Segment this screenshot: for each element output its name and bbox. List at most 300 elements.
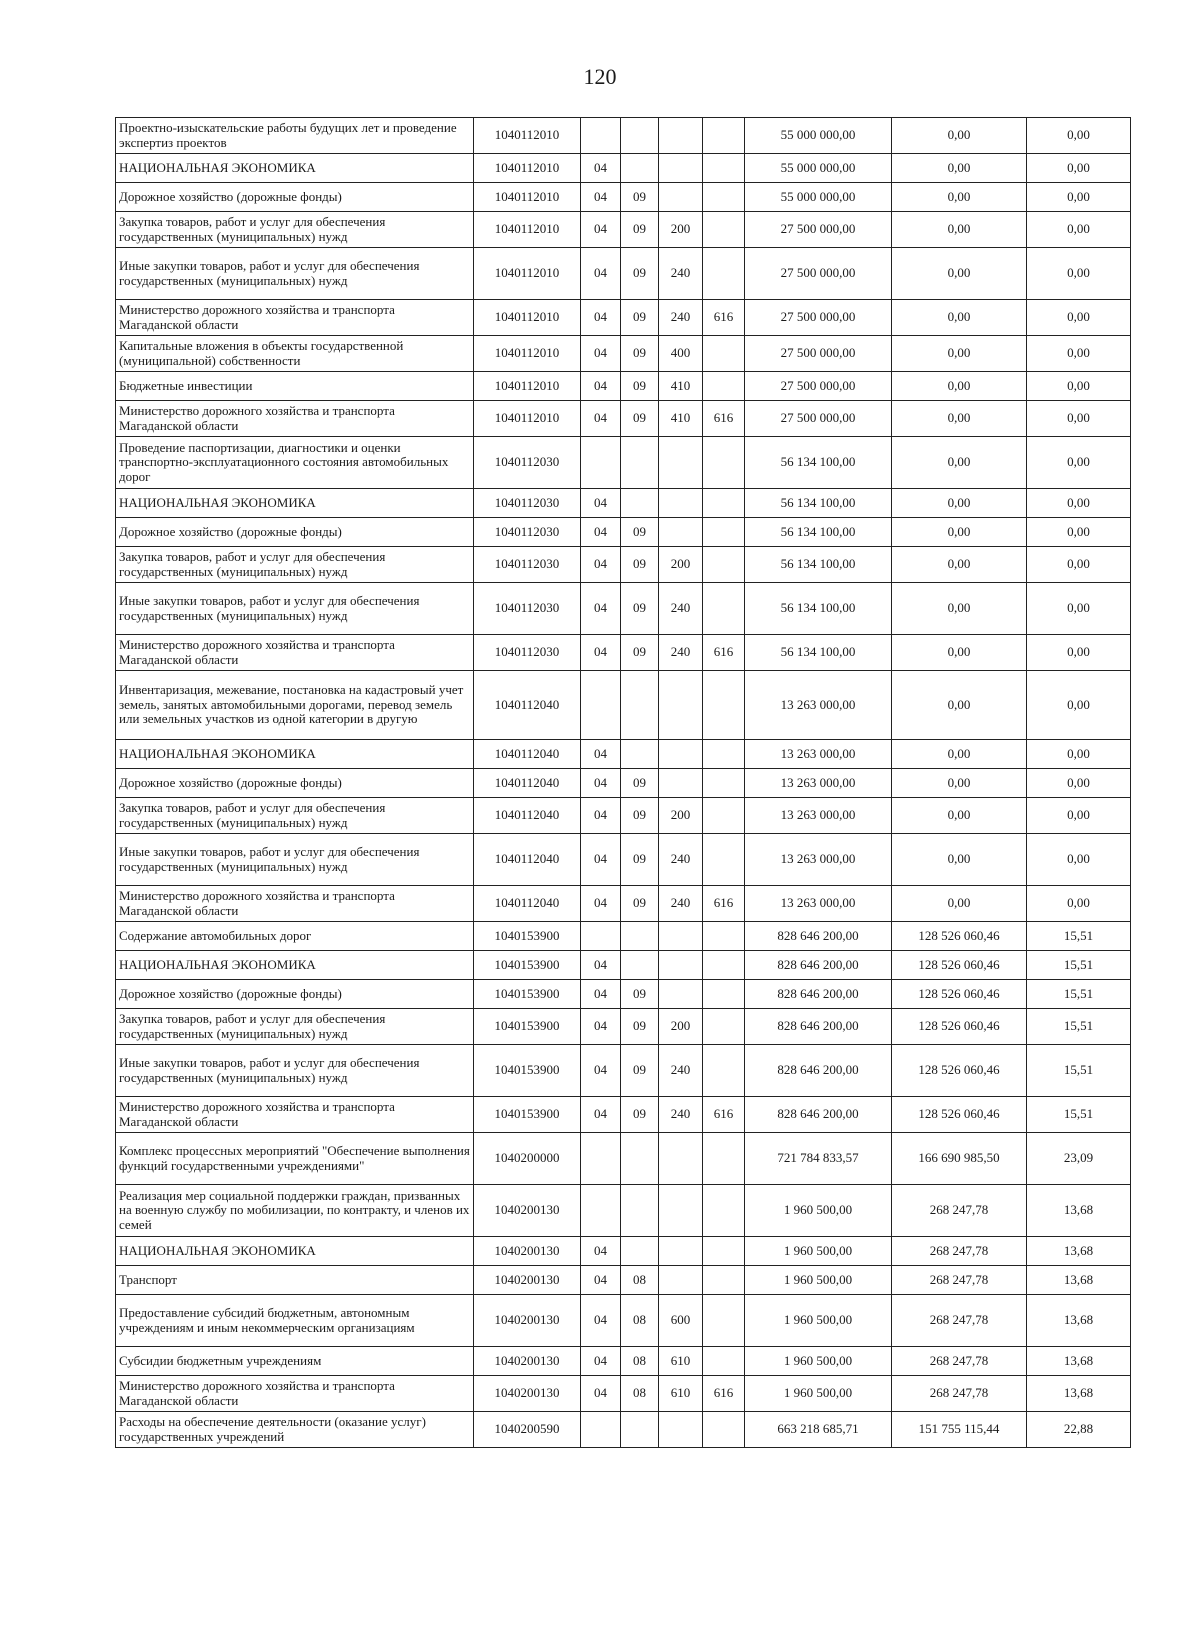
table-row [116, 1266, 1131, 1295]
cell-expense-type: 610 [659, 1376, 703, 1412]
cell-expense-type [659, 154, 703, 183]
table-row [116, 834, 1131, 886]
table-row [116, 212, 1131, 248]
cell-section [581, 922, 621, 951]
cell-name: НАЦИОНАЛЬНАЯ ЭКОНОМИКА [116, 740, 474, 769]
cell-target-code: 1040112010 [474, 336, 581, 372]
cell-expense-type [659, 118, 703, 154]
cell-executed-amount: 128 526 060,46 [892, 1097, 1027, 1133]
cell-plan-amount: 1 960 500,00 [745, 1237, 892, 1266]
cell-executed-amount: 0,00 [892, 886, 1027, 922]
cell-department [703, 1412, 745, 1448]
table-row [116, 154, 1131, 183]
cell-subsection [621, 1237, 659, 1266]
cell-department [703, 922, 745, 951]
cell-executed-amount: 0,00 [892, 183, 1027, 212]
cell-subsection: 09 [621, 886, 659, 922]
cell-percent: 15,51 [1027, 951, 1131, 980]
cell-target-code: 1040112010 [474, 154, 581, 183]
cell-name: Закупка товаров, работ и услуг для обеспечения государственных (муниципальных) нужд [116, 212, 474, 248]
cell-subsection: 08 [621, 1347, 659, 1376]
cell-section: 04 [581, 635, 621, 671]
table-row [116, 980, 1131, 1009]
cell-department [703, 798, 745, 834]
cell-subsection [621, 1133, 659, 1185]
cell-expense-type: 200 [659, 798, 703, 834]
cell-plan-amount: 56 134 100,00 [745, 437, 892, 489]
cell-plan-amount: 721 784 833,57 [745, 1133, 892, 1185]
cell-department: 616 [703, 635, 745, 671]
cell-department [703, 980, 745, 1009]
cell-target-code: 1040200130 [474, 1237, 581, 1266]
cell-subsection [621, 671, 659, 740]
cell-plan-amount: 27 500 000,00 [745, 300, 892, 336]
cell-department [703, 118, 745, 154]
table-row [116, 886, 1131, 922]
cell-executed-amount: 0,00 [892, 118, 1027, 154]
cell-department [703, 248, 745, 300]
table-row [116, 1133, 1131, 1185]
cell-name: Содержание автомобильных дорог [116, 922, 474, 951]
cell-expense-type [659, 922, 703, 951]
table-row [116, 248, 1131, 300]
cell-expense-type [659, 1237, 703, 1266]
cell-department: 616 [703, 1097, 745, 1133]
cell-name: Иные закупки товаров, работ и услуг для обеспечения государственных (муниципальных) нужд [116, 248, 474, 300]
cell-name: Закупка товаров, работ и услуг для обеспечения государственных (муниципальных) нужд [116, 798, 474, 834]
cell-executed-amount: 0,00 [892, 769, 1027, 798]
cell-target-code: 1040112040 [474, 834, 581, 886]
cell-executed-amount: 0,00 [892, 489, 1027, 518]
cell-section: 04 [581, 769, 621, 798]
cell-plan-amount: 13 263 000,00 [745, 740, 892, 769]
cell-plan-amount: 828 646 200,00 [745, 1045, 892, 1097]
cell-department [703, 740, 745, 769]
cell-name: Министерство дорожного хозяйства и транспорта Магаданской области [116, 635, 474, 671]
cell-percent: 13,68 [1027, 1376, 1131, 1412]
cell-subsection: 09 [621, 248, 659, 300]
cell-percent: 0,00 [1027, 769, 1131, 798]
cell-department [703, 1266, 745, 1295]
cell-executed-amount: 268 247,78 [892, 1376, 1027, 1412]
cell-section: 04 [581, 740, 621, 769]
cell-name: Проведение паспортизации, диагностики и оценки транспортно-эксплуатационного состояния автомобильных дорог [116, 437, 474, 489]
cell-department [703, 1045, 745, 1097]
cell-expense-type: 410 [659, 372, 703, 401]
cell-expense-type [659, 671, 703, 740]
cell-subsection: 08 [621, 1376, 659, 1412]
table-row [116, 1045, 1131, 1097]
cell-percent: 13,68 [1027, 1266, 1131, 1295]
cell-name: Проектно-изыскательские работы будущих лет и проведение экспертиз проектов [116, 118, 474, 154]
cell-target-code: 1040200130 [474, 1295, 581, 1347]
cell-executed-amount: 0,00 [892, 336, 1027, 372]
cell-name: Инвентаризация, межевание, постановка на кадастровый учет земель, занятых автомобильными дорогами, перевод земель или земельных участков из одной категории в другую [116, 671, 474, 740]
cell-expense-type: 240 [659, 248, 703, 300]
cell-expense-type: 240 [659, 1045, 703, 1097]
cell-name: Предоставление субсидий бюджетным, автономным учреждениям и иным некоммерческим организациям [116, 1295, 474, 1347]
cell-department [703, 951, 745, 980]
cell-name: Транспорт [116, 1266, 474, 1295]
cell-section: 04 [581, 1009, 621, 1045]
cell-name: Дорожное хозяйство (дорожные фонды) [116, 769, 474, 798]
cell-name: Дорожное хозяйство (дорожные фонды) [116, 980, 474, 1009]
cell-executed-amount: 128 526 060,46 [892, 922, 1027, 951]
cell-expense-type [659, 740, 703, 769]
cell-plan-amount: 663 218 685,71 [745, 1412, 892, 1448]
cell-section: 04 [581, 980, 621, 1009]
page-number: 120 [583, 64, 617, 89]
cell-plan-amount: 56 134 100,00 [745, 489, 892, 518]
cell-executed-amount: 128 526 060,46 [892, 1009, 1027, 1045]
cell-plan-amount: 56 134 100,00 [745, 518, 892, 547]
cell-executed-amount: 0,00 [892, 671, 1027, 740]
cell-plan-amount: 1 960 500,00 [745, 1376, 892, 1412]
cell-expense-type: 400 [659, 336, 703, 372]
cell-plan-amount: 56 134 100,00 [745, 547, 892, 583]
cell-percent: 22,88 [1027, 1412, 1131, 1448]
cell-subsection [621, 437, 659, 489]
cell-department [703, 834, 745, 886]
cell-target-code: 1040112030 [474, 489, 581, 518]
cell-target-code: 1040112030 [474, 437, 581, 489]
table-row [116, 118, 1131, 154]
cell-name: Министерство дорожного хозяйства и транспорта Магаданской области [116, 401, 474, 437]
cell-department [703, 437, 745, 489]
cell-target-code: 1040200130 [474, 1376, 581, 1412]
cell-target-code: 1040112040 [474, 886, 581, 922]
cell-percent: 13,68 [1027, 1185, 1131, 1237]
cell-subsection: 09 [621, 212, 659, 248]
cell-plan-amount: 27 500 000,00 [745, 212, 892, 248]
cell-section: 04 [581, 248, 621, 300]
cell-executed-amount: 128 526 060,46 [892, 951, 1027, 980]
table-row [116, 769, 1131, 798]
cell-percent: 0,00 [1027, 401, 1131, 437]
cell-plan-amount: 13 263 000,00 [745, 798, 892, 834]
cell-section: 04 [581, 401, 621, 437]
cell-percent: 0,00 [1027, 547, 1131, 583]
table-row [116, 798, 1131, 834]
cell-subsection [621, 740, 659, 769]
cell-executed-amount: 0,00 [892, 740, 1027, 769]
cell-percent: 0,00 [1027, 248, 1131, 300]
cell-plan-amount: 27 500 000,00 [745, 401, 892, 437]
cell-subsection: 09 [621, 183, 659, 212]
cell-executed-amount: 0,00 [892, 834, 1027, 886]
cell-target-code: 1040112040 [474, 798, 581, 834]
cell-target-code: 1040112030 [474, 518, 581, 547]
cell-department [703, 154, 745, 183]
cell-expense-type: 240 [659, 583, 703, 635]
cell-subsection [621, 1185, 659, 1237]
cell-section: 04 [581, 583, 621, 635]
cell-name: Министерство дорожного хозяйства и транспорта Магаданской области [116, 300, 474, 336]
cell-department [703, 372, 745, 401]
cell-expense-type [659, 1133, 703, 1185]
cell-section: 04 [581, 489, 621, 518]
cell-expense-type: 240 [659, 834, 703, 886]
cell-name: Реализация мер социальной поддержки граждан, призванных на военную службу по мобилизации, по контракту, и членов их семей [116, 1185, 474, 1237]
cell-plan-amount: 13 263 000,00 [745, 886, 892, 922]
cell-percent: 0,00 [1027, 834, 1131, 886]
cell-name: НАЦИОНАЛЬНАЯ ЭКОНОМИКА [116, 1237, 474, 1266]
table-row [116, 740, 1131, 769]
cell-section: 04 [581, 1376, 621, 1412]
budget-table [115, 117, 1131, 1448]
cell-executed-amount: 0,00 [892, 798, 1027, 834]
cell-expense-type: 600 [659, 1295, 703, 1347]
table-row [116, 437, 1131, 489]
table-row [116, 372, 1131, 401]
cell-subsection: 09 [621, 372, 659, 401]
cell-percent: 0,00 [1027, 372, 1131, 401]
cell-plan-amount: 828 646 200,00 [745, 922, 892, 951]
cell-subsection: 09 [621, 1097, 659, 1133]
cell-department [703, 1295, 745, 1347]
cell-name: Комплекс процессных мероприятий "Обеспечение выполнения функций государственными учреждениями" [116, 1133, 474, 1185]
cell-section: 04 [581, 547, 621, 583]
cell-target-code: 1040112010 [474, 372, 581, 401]
cell-subsection: 09 [621, 635, 659, 671]
cell-department [703, 1237, 745, 1266]
table-row [116, 635, 1131, 671]
cell-name: НАЦИОНАЛЬНАЯ ЭКОНОМИКА [116, 489, 474, 518]
cell-subsection: 09 [621, 547, 659, 583]
cell-section: 04 [581, 1266, 621, 1295]
cell-plan-amount: 13 263 000,00 [745, 671, 892, 740]
cell-percent: 15,51 [1027, 1009, 1131, 1045]
cell-percent: 0,00 [1027, 798, 1131, 834]
cell-section: 04 [581, 1045, 621, 1097]
cell-target-code: 1040153900 [474, 922, 581, 951]
table-row [116, 518, 1131, 547]
cell-percent: 15,51 [1027, 922, 1131, 951]
cell-executed-amount: 268 247,78 [892, 1295, 1027, 1347]
cell-target-code: 1040153900 [474, 951, 581, 980]
cell-target-code: 1040112010 [474, 212, 581, 248]
cell-department [703, 1133, 745, 1185]
cell-executed-amount: 166 690 985,50 [892, 1133, 1027, 1185]
cell-target-code: 1040112040 [474, 740, 581, 769]
cell-section: 04 [581, 1347, 621, 1376]
cell-executed-amount: 0,00 [892, 547, 1027, 583]
cell-target-code: 1040112010 [474, 248, 581, 300]
cell-plan-amount: 1 960 500,00 [745, 1266, 892, 1295]
cell-expense-type: 240 [659, 886, 703, 922]
cell-section: 04 [581, 1295, 621, 1347]
cell-department [703, 671, 745, 740]
cell-name: Бюджетные инвестиции [116, 372, 474, 401]
cell-executed-amount: 151 755 115,44 [892, 1412, 1027, 1448]
table-row [116, 183, 1131, 212]
cell-executed-amount: 268 247,78 [892, 1237, 1027, 1266]
table-row [116, 922, 1131, 951]
cell-name: Капитальные вложения в объекты государственной (муниципальной) собственности [116, 336, 474, 372]
cell-percent: 0,00 [1027, 489, 1131, 518]
cell-expense-type [659, 769, 703, 798]
cell-subsection: 09 [621, 401, 659, 437]
cell-department [703, 518, 745, 547]
cell-executed-amount: 0,00 [892, 401, 1027, 437]
cell-name: Иные закупки товаров, работ и услуг для обеспечения государственных (муниципальных) нужд [116, 583, 474, 635]
cell-subsection: 09 [621, 336, 659, 372]
cell-percent: 15,51 [1027, 1045, 1131, 1097]
cell-section: 04 [581, 1097, 621, 1133]
cell-section: 04 [581, 212, 621, 248]
cell-plan-amount: 27 500 000,00 [745, 248, 892, 300]
cell-percent: 0,00 [1027, 118, 1131, 154]
cell-expense-type: 200 [659, 1009, 703, 1045]
cell-percent: 0,00 [1027, 635, 1131, 671]
cell-expense-type [659, 489, 703, 518]
table-row [116, 300, 1131, 336]
cell-executed-amount: 0,00 [892, 248, 1027, 300]
cell-subsection [621, 1412, 659, 1448]
cell-target-code: 1040112030 [474, 547, 581, 583]
cell-percent: 15,51 [1027, 980, 1131, 1009]
cell-name: Субсидии бюджетным учреждениям [116, 1347, 474, 1376]
table-row [116, 1009, 1131, 1045]
cell-department [703, 489, 745, 518]
cell-executed-amount: 268 247,78 [892, 1266, 1027, 1295]
cell-name: Дорожное хозяйство (дорожные фонды) [116, 183, 474, 212]
cell-expense-type: 410 [659, 401, 703, 437]
cell-subsection [621, 118, 659, 154]
cell-executed-amount: 268 247,78 [892, 1347, 1027, 1376]
cell-executed-amount: 0,00 [892, 518, 1027, 547]
table-body [116, 118, 1131, 1448]
cell-expense-type [659, 1185, 703, 1237]
table-row [116, 951, 1131, 980]
cell-section: 04 [581, 834, 621, 886]
cell-subsection: 09 [621, 834, 659, 886]
cell-target-code: 1040200130 [474, 1347, 581, 1376]
cell-plan-amount: 828 646 200,00 [745, 1009, 892, 1045]
cell-plan-amount: 55 000 000,00 [745, 118, 892, 154]
cell-target-code: 1040112010 [474, 401, 581, 437]
cell-plan-amount: 828 646 200,00 [745, 1097, 892, 1133]
cell-percent: 0,00 [1027, 518, 1131, 547]
cell-expense-type [659, 1266, 703, 1295]
table-row [116, 1295, 1131, 1347]
cell-section: 04 [581, 336, 621, 372]
cell-target-code: 1040112010 [474, 183, 581, 212]
cell-target-code: 1040153900 [474, 980, 581, 1009]
cell-section [581, 118, 621, 154]
cell-executed-amount: 0,00 [892, 583, 1027, 635]
cell-plan-amount: 55 000 000,00 [745, 154, 892, 183]
cell-subsection: 09 [621, 1009, 659, 1045]
cell-percent: 0,00 [1027, 886, 1131, 922]
table-row [116, 401, 1131, 437]
cell-target-code: 1040200130 [474, 1185, 581, 1237]
table-row [116, 1347, 1131, 1376]
cell-section: 04 [581, 518, 621, 547]
cell-target-code: 1040153900 [474, 1045, 581, 1097]
cell-department [703, 212, 745, 248]
cell-department [703, 583, 745, 635]
cell-percent: 0,00 [1027, 583, 1131, 635]
cell-name: Закупка товаров, работ и услуг для обеспечения государственных (муниципальных) нужд [116, 547, 474, 583]
cell-expense-type: 200 [659, 212, 703, 248]
cell-executed-amount: 0,00 [892, 437, 1027, 489]
cell-section: 04 [581, 372, 621, 401]
cell-target-code: 1040112030 [474, 583, 581, 635]
cell-percent: 0,00 [1027, 437, 1131, 489]
table-row [116, 1237, 1131, 1266]
cell-percent: 13,68 [1027, 1347, 1131, 1376]
cell-plan-amount: 27 500 000,00 [745, 372, 892, 401]
cell-expense-type: 240 [659, 635, 703, 671]
cell-plan-amount: 1 960 500,00 [745, 1185, 892, 1237]
cell-executed-amount: 0,00 [892, 154, 1027, 183]
cell-department [703, 769, 745, 798]
cell-subsection: 08 [621, 1266, 659, 1295]
cell-department [703, 1347, 745, 1376]
table-row [116, 1412, 1131, 1448]
cell-plan-amount: 56 134 100,00 [745, 635, 892, 671]
cell-department [703, 547, 745, 583]
cell-subsection [621, 951, 659, 980]
cell-name: Закупка товаров, работ и услуг для обеспечения государственных (муниципальных) нужд [116, 1009, 474, 1045]
cell-department [703, 1009, 745, 1045]
cell-target-code: 1040112010 [474, 300, 581, 336]
cell-percent: 23,09 [1027, 1133, 1131, 1185]
cell-name: Министерство дорожного хозяйства и транспорта Магаданской области [116, 1376, 474, 1412]
cell-plan-amount: 828 646 200,00 [745, 980, 892, 1009]
cell-subsection: 09 [621, 1045, 659, 1097]
cell-plan-amount: 828 646 200,00 [745, 951, 892, 980]
cell-section: 04 [581, 886, 621, 922]
cell-expense-type: 610 [659, 1347, 703, 1376]
cell-subsection [621, 489, 659, 518]
cell-executed-amount: 128 526 060,46 [892, 1045, 1027, 1097]
cell-target-code: 1040112010 [474, 118, 581, 154]
cell-section [581, 1412, 621, 1448]
cell-executed-amount: 0,00 [892, 635, 1027, 671]
cell-section [581, 437, 621, 489]
cell-department [703, 183, 745, 212]
cell-expense-type [659, 437, 703, 489]
table-row [116, 671, 1131, 740]
cell-executed-amount: 268 247,78 [892, 1185, 1027, 1237]
cell-executed-amount: 0,00 [892, 300, 1027, 336]
cell-percent: 0,00 [1027, 671, 1131, 740]
cell-subsection: 09 [621, 769, 659, 798]
cell-percent: 13,68 [1027, 1295, 1131, 1347]
cell-section: 04 [581, 300, 621, 336]
cell-subsection [621, 922, 659, 951]
cell-section [581, 671, 621, 740]
cell-target-code: 1040112040 [474, 769, 581, 798]
cell-expense-type [659, 951, 703, 980]
cell-subsection [621, 154, 659, 183]
cell-target-code: 1040153900 [474, 1009, 581, 1045]
cell-target-code: 1040200590 [474, 1412, 581, 1448]
table-row [116, 1097, 1131, 1133]
cell-percent: 0,00 [1027, 300, 1131, 336]
cell-subsection: 09 [621, 980, 659, 1009]
cell-section: 04 [581, 1237, 621, 1266]
cell-target-code: 1040200130 [474, 1266, 581, 1295]
cell-expense-type [659, 1412, 703, 1448]
cell-department: 616 [703, 1376, 745, 1412]
table-row [116, 336, 1131, 372]
cell-subsection: 09 [621, 583, 659, 635]
cell-department [703, 336, 745, 372]
cell-target-code: 1040200000 [474, 1133, 581, 1185]
